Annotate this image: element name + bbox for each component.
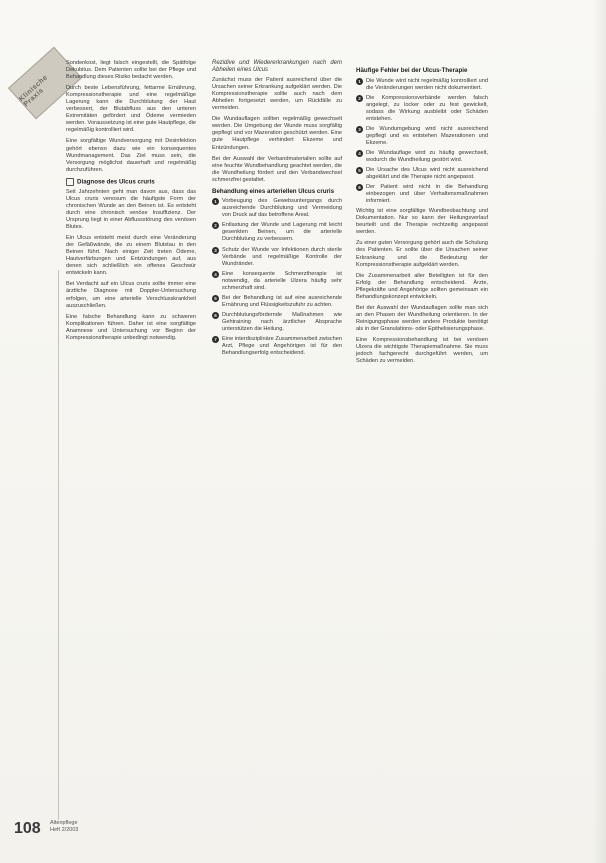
list-item: 6 Durchblutungsfördernde Maßnahmen wie Gehtraining nach ärztlicher Absprache unterstützen die Heilung. — [212, 312, 342, 333]
paragraph: Seit Jahrzehnten geht man davon aus, dass das Ulcus cruris venosum die häufigste Form der chronischen Wunde an den Beinen ist. Es entsteht durch eine chronisch venöse Insuffizienz. Der Ursprung liegt in einer Abflussstörung des venösen Blutes. — [66, 188, 196, 231]
number-badge: 1 — [356, 78, 363, 85]
list-item: 6 Der Patient wird nicht in die Behandlung einbezogen und über Verhaltensmaßnahmen informiert. — [356, 184, 488, 205]
paragraph: Bei Verdacht auf ein Ulcus cruris sollte immer eine ärztliche Diagnose mit Doppler-Untersuchung erfolgen, um eine arterielle Verschlusskrankheit auszuschließen. — [66, 281, 196, 309]
number-badge: 5 — [212, 295, 219, 302]
paragraph: Ein Ulcus entsteht meist durch eine Veränderung der Gefäßwände, die zu einem Blutstau in den Beinen führt. Nach einiger Zeit treten Ödeme, Hautverfärbungen und Entzündungen auf, aus denen sich schließlich ein offenes Geschwür entwickeln kann. — [66, 235, 196, 277]
paragraph: Eine sorgfältige Wundversorgung mit Desinfektion gehört ebenso dazu wie ein konsequentes Wundmanagement. Das Ziel muss sein, die Versorgung möglichst dauerhaft und regelmäßig durchzuführen. — [66, 138, 196, 173]
text-column-2 — [212, 60, 342, 360]
list-item: 3 Die Wundumgebung wird nicht ausreichend gepflegt und es entstehen Mazerationen und Ekzeme. — [356, 126, 488, 147]
list-item: 4 Die Wundauflage wird zu häufig gewechselt, wodurch die Wundheilung gestört wird. — [356, 150, 488, 164]
paragraph: Die Zusammenarbeit aller Beteiligten ist für den Erfolg der Behandlung entscheidend. Ärzte, Pflegekräfte und Angehörige sollten gemeinsam ein Behandlungskonzept entwickeln. — [356, 272, 488, 300]
page-number: 108 — [14, 820, 41, 837]
number-badge: 2 — [212, 222, 219, 229]
number-badge: 1 — [212, 198, 219, 205]
section-heading: Diagnose des Ulcus cruris — [66, 178, 196, 186]
section-heading: Behandlung eines arteriellen Ulcus cruris — [212, 187, 335, 195]
paragraph: Wichtig ist eine sorgfältige Wundbeobachtung und Dokumentation. Nur so kann der Heilungsverlauf beurteilt und die Therapie rechtzeitig angepasst werden. — [356, 208, 488, 236]
number-badge: 6 — [356, 184, 363, 191]
number-badge: 4 — [212, 271, 219, 278]
list-item: 4 Eine konsequente Schmerztherapie ist notwendig, da arterielle Ulzera häufig sehr schmerzhaft sind. — [212, 271, 342, 292]
paragraph: Durch beste Lebensführung, fettarme Ernährung, Kompressionstherapie und eine regelmäßige Lagerung kann die Durchblutung der Haut verbessert, der Blutabfluss aus den unteren Extremitäten gefördert und Ödeme vermieden werden. Voraussetzung ist eine gute Hautpflege, die regelmäßig kontrolliert wird. — [66, 85, 196, 134]
paragraph: Zunächst muss der Patient ausreichend über die Ursachen seiner Erkrankung aufgeklärt werden. Die Kompressionstherapie sollte auch nach dem Abheilen fortgesetzt werden, um Rückfälle zu vermeiden. — [212, 77, 342, 112]
list-item: 2 Entlastung der Wunde und Lagerung mit leicht gesenkten Beinen, um die arterielle Durchblutung zu verbessern. — [212, 222, 342, 243]
number-badge: 6 — [212, 312, 219, 319]
list-item: 2 Die Kompressionsverbände werden falsch angelegt, zu locker oder zu fest gewickelt, sodass die Wirkung ausbleibt oder Schäden entstehen. — [356, 95, 488, 123]
number-badge: 2 — [356, 95, 363, 102]
number-badge: 3 — [212, 247, 219, 254]
paragraph: Eine falsche Behandlung kann zu schweren Komplikationen führen. Daher ist eine sorgfältige Anamnese und Untersuchung vor Beginn der Kompressionstherapie unbedingt notwendig. — [66, 313, 196, 341]
number-badge: 7 — [212, 336, 219, 343]
square-bullet-icon — [66, 178, 74, 186]
list-item: 5 Die Ursache des Ulcus wird nicht ausreichend abgeklärt und die Therapie nicht angepasst. — [356, 167, 488, 181]
subheading: Rezidive und Wiedererkrankungen nach dem Abheilen eines Ulcus — [212, 60, 342, 74]
paragraph: Die Wundauflagen sollten regelmäßig gewechselt werden. Die Umgebung der Wunde muss sorgfältig gepflegt und vor Mazeration geschützt werden. Eine gute Hautpflege verhindert Ekzeme und Entzündungen. — [212, 116, 342, 151]
list-item: 1 Die Wunde wird nicht regelmäßig kontrolliert und die Veränderungen werden nicht dokumentiert. — [356, 78, 488, 92]
list-item: 5 Bei der Behandlung ist auf eine ausreichende Ernährung und Flüssigkeitszufuhr zu achten. — [212, 295, 342, 309]
paragraph: Eine Kompressionsbehandlung ist bei venösen Ulzera die wichtigste Therapiemaßnahme. Sie muss jedoch fachgerecht durchgeführt werden, um Schäden zu vermeiden. — [356, 337, 488, 365]
number-badge: 5 — [356, 167, 363, 174]
list-item: 7 Eine interdisziplinäre Zusammenarbeit zwischen Arzt, Pflege und Angehörigen ist für den Behandlungserfolg entscheidend. — [212, 336, 342, 357]
paragraph: Zu einer guten Versorgung gehört auch die Schulung des Patienten. Er sollte über die Ursachen seiner Erkrankung und die Bedeutung der Kompressionstherapie aufgeklärt werden. — [356, 240, 488, 268]
number-badge: 3 — [356, 126, 363, 133]
margin-rule — [58, 270, 59, 820]
page-edge-shadow — [592, 0, 606, 863]
footer-source: Altenpflege Heft 2/2003 — [50, 820, 79, 833]
list-item: 1 Vorbeugung des Gewebsuntergangs durch ausreichende Durchblutung und Vermeidung von Druck auf das betroffene Areal. — [212, 198, 342, 219]
paragraph: Bei der Auswahl der Wundauflagen sollte man sich an den Phasen der Wundheilung orientieren. In der Reinigungsphase werden andere Produkte benötigt als in der Granulations- oder Epithelisierungsphase. — [356, 304, 488, 332]
text-column-3 — [356, 64, 488, 369]
section-heading: Häufige Fehler bei der Ulcus-Therapie — [356, 67, 468, 74]
paragraph: Sondenkost, liegt falsch eingestellt, die Spätfolge Dekubitus. Dem Patienten sollte bei der Pflege und Behandlung dieses Risiko bedacht werden. — [66, 60, 196, 81]
number-badge: 4 — [356, 150, 363, 157]
text-column-1 — [66, 60, 196, 346]
list-item: 3 Schutz der Wunde vor Infektionen durch sterile Verbände und regelmäßige Kontrolle der Wundränder. — [212, 247, 342, 268]
paragraph: Bei der Auswahl der Verbandmaterialien sollte auf eine feuchte Wundbehandlung geachtet werden, die die Wundheilung fördert und den Verbandwechsel schmerzfrei gestaltet. — [212, 155, 342, 183]
section-stamp: Klinische Praxis — [8, 47, 82, 120]
